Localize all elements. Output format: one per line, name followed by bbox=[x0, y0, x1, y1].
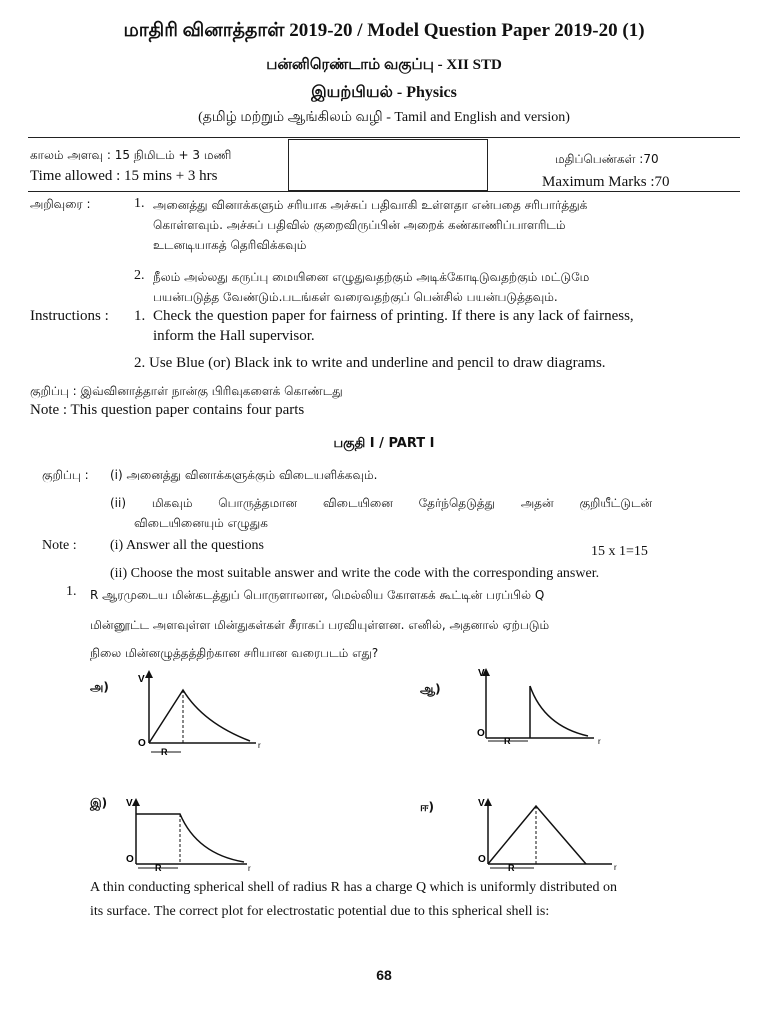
time-allowed-ta: காலம் அளவு : 15 நிமிடம் + 3 மணி bbox=[30, 148, 232, 162]
instruction-ta-2-line1: நீலம் அல்லது கருப்பு மையினை எழுதுவதற்கும் அடிக்கோடிடுவதற்கும் மட்டுமே bbox=[153, 270, 590, 284]
option-a-label: அ) bbox=[90, 680, 109, 694]
part-marks: 15 x 1=15 bbox=[591, 544, 648, 559]
instruction-en-2: 2. Use Blue (or) Black ink to write and underline and pencil to draw diagrams. bbox=[134, 355, 606, 371]
max-marks-ta: மதிப்பெண்கள் :70 bbox=[555, 152, 659, 166]
standard-line: பன்னிரெண்டாம் வகுப்பு - XII STD bbox=[266, 57, 502, 73]
instruction-en-1-line2: inform the Hall supervisor. bbox=[153, 328, 315, 344]
graph-option-d bbox=[474, 792, 624, 880]
instruction-en-1-line1: Check the question paper for fairness of printing. If there is any lack of fairness, bbox=[153, 308, 634, 324]
register-number-box bbox=[288, 139, 488, 191]
instruction-ta-2-line2: பயன்படுத்த வேண்டும்.படங்கள் வரைவதற்குப் பென்சில் பயன்படுத்தவும். bbox=[153, 290, 558, 304]
top-rule bbox=[28, 137, 740, 138]
question-1-en-line2: its surface. The correct plot for electrostatic potential due to this spherical shell is: bbox=[90, 904, 550, 919]
option-d-label: ஈ) bbox=[420, 800, 434, 814]
note-ta: குறிப்பு : இவ்வினாத்தாள் நான்கு பிரிவுகளைக் கொண்டது bbox=[30, 384, 343, 398]
instruction-ta-2-number: 2. bbox=[134, 268, 145, 283]
graph-option-c bbox=[122, 792, 262, 880]
time-allowed-en: Time allowed : 15 mins + 3 hrs bbox=[30, 168, 218, 184]
graph-a-r-axis-label: r bbox=[258, 741, 261, 750]
part-note-en-label: Note : bbox=[42, 538, 77, 553]
graph-d-r-axis-label: r bbox=[614, 863, 617, 872]
instructions-en-label: Instructions : bbox=[30, 308, 109, 324]
question-1-ta-line1: R ஆரமுடைய மின்கடத்துப் பொருளாலான, மெல்லிய கோளகக் கூட்டின் பரப்பில் Q bbox=[90, 588, 545, 602]
graph-a-origin-label: O bbox=[138, 738, 146, 749]
question-1-ta-line3: நிலை மின்னழுத்தத்திற்கான சரியான வரைபடம் எது? bbox=[90, 646, 379, 660]
graph-a-r-mark: R bbox=[161, 747, 168, 756]
paper-title: மாதிரி வினாத்தாள் 2019-20 / Model Question Paper 2019-20 (1) bbox=[123, 20, 645, 41]
graph-c-r-axis-label: r bbox=[248, 864, 251, 873]
graph-a-v-label: V bbox=[138, 674, 145, 685]
part-note-ta-ii-line1: (ii) மிகவும் பொருத்தமான விடையினை தேர்ந்தெடுத்து அதன் குறியீட்டுடன் bbox=[110, 496, 653, 510]
bottom-rule bbox=[28, 191, 740, 192]
option-c-label: இ) bbox=[90, 796, 108, 810]
part-heading-text: பகுதி I / PART I bbox=[333, 436, 435, 451]
graph-c-origin-label: O bbox=[126, 854, 134, 865]
subject-line: இயற்பியல் - Physics bbox=[311, 84, 457, 101]
graph-b-origin-label: O bbox=[477, 728, 485, 739]
graph-option-b bbox=[476, 664, 616, 752]
question-1-en-line1: A thin conducting spherical shell of radius R has a charge Q which is uniformly distributed on bbox=[90, 880, 617, 895]
page-number: 68 bbox=[376, 967, 392, 983]
part-note-ta-label: குறிப்பு : bbox=[42, 468, 89, 482]
instruction-en-1-number: 1. bbox=[134, 308, 146, 324]
part-note-ta-i: (i) அனைத்து வினாக்களுக்கும் விடையளிக்கவும். bbox=[110, 468, 378, 482]
note-en: Note : This question paper contains four parts bbox=[30, 402, 305, 418]
option-b-label: ஆ) bbox=[420, 682, 441, 696]
question-1-number: 1. bbox=[66, 584, 77, 599]
part-note-en-ii: (ii) Choose the most suitable answer and write the code with the corresponding answer. bbox=[110, 566, 600, 581]
graph-b-r-axis-label: r bbox=[598, 737, 601, 746]
graph-d-v-label: V bbox=[478, 798, 485, 809]
max-marks-en: Maximum Marks :70 bbox=[542, 174, 670, 190]
instruction-ta-1-line1: அனைத்து வினாக்களும் சரியாக அச்சுப் பதிவாகி உள்ளதா என்பதை சரிபார்த்துக் bbox=[153, 198, 588, 212]
graph-b-r-mark: R bbox=[504, 736, 511, 746]
instruction-ta-1-line3: உடனடியாகத் தெரிவிக்கவும் bbox=[153, 238, 307, 252]
graph-d-r-mark: R bbox=[508, 863, 515, 873]
part-note-en-i: (i) Answer all the questions bbox=[110, 538, 264, 553]
question-1-ta-line2: மின்னூட்ட அளவுள்ள மின்துகள்கள் சீராகப் பரவியுள்ளன. எனில், அதனால் ஏற்படும் bbox=[90, 618, 550, 632]
instruction-ta-1-line2: கொள்ளவும். அச்சுப் பதிவில் குறைவிருப்பின் அறைக் கண்காணிப்பாளரிடம் bbox=[153, 218, 566, 232]
part-note-ta-ii-line2: விடையினையும் எழுதுக bbox=[134, 516, 268, 530]
medium-line: (தமிழ் மற்றும் ஆங்கிலம் வழி - Tamil and English and version) bbox=[198, 110, 570, 125]
graph-d-origin-label: O bbox=[478, 854, 486, 865]
graph-option-a bbox=[128, 668, 268, 756]
graph-c-v-label: V bbox=[126, 798, 133, 809]
part-heading bbox=[0, 436, 768, 452]
instruction-ta-1-number: 1. bbox=[134, 196, 145, 211]
instructions-ta-label: அறிவுரை : bbox=[30, 197, 91, 211]
graph-c-r-mark: R bbox=[155, 863, 162, 873]
graph-b-v-label: V bbox=[478, 668, 485, 679]
